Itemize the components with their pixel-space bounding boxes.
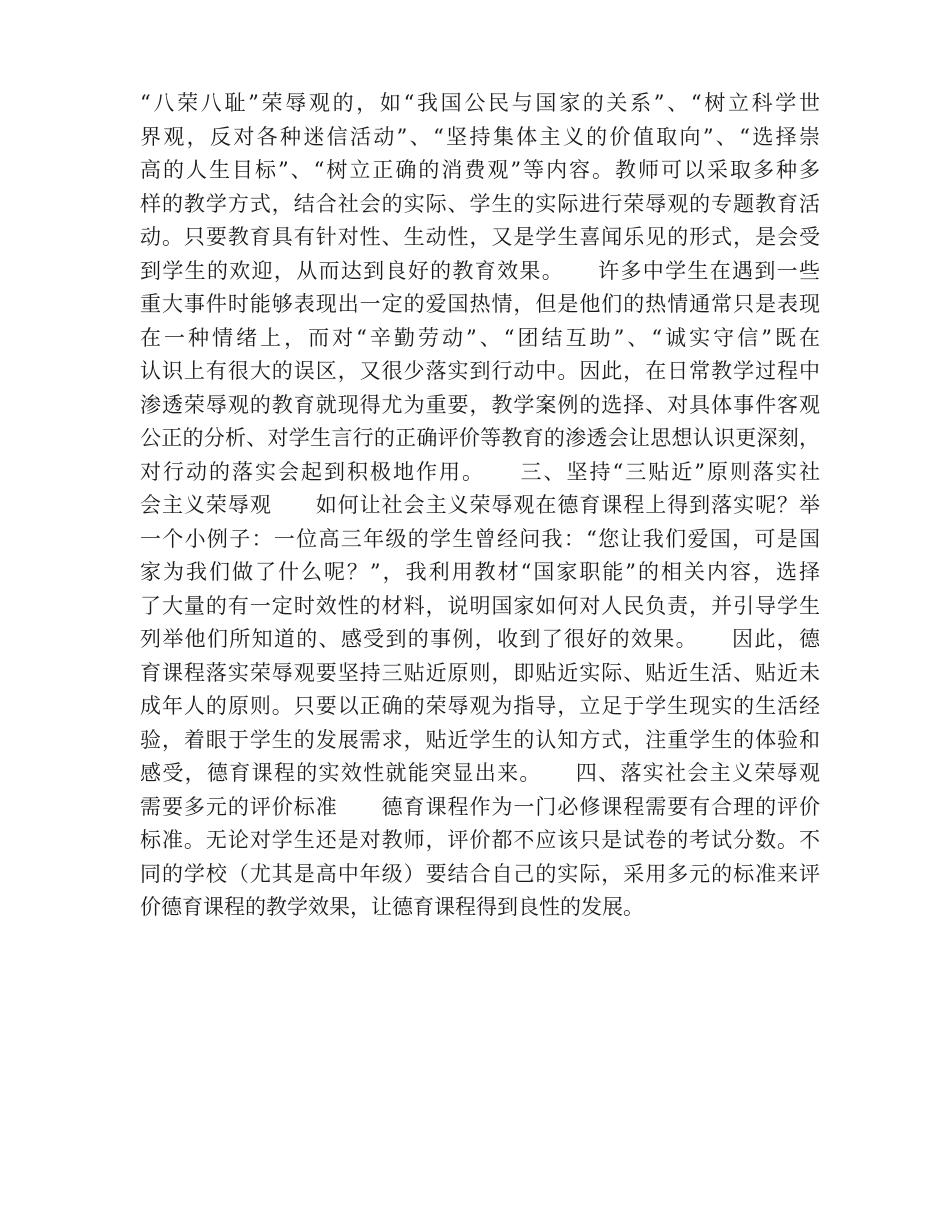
text-line: 育课程落实荣辱观要坚持三贴近原则，即贴近实际、贴近生活、贴近未	[140, 660, 820, 685]
text-line: 价德育课程的教学效果，让德育课程得到良性的发展。	[140, 895, 644, 919]
text-line: 在一种情绪上，而对“辛勤劳动”、“团结互助”、“诚实守信”既在	[140, 325, 820, 350]
text-line: 样的教学方式，结合社会的实际、学生的实际进行荣辱观的专题教育活	[140, 191, 820, 216]
body-text	[140, 87, 820, 925]
text-line: 感受，德育课程的实效性就能突显出来。 四、落实社会主义荣辱观	[140, 761, 820, 785]
text-line: 认识上有很大的误区，又很少落实到行动中。因此，在日常教学过程中	[140, 359, 820, 383]
text-line: “八荣八耻”荣辱观的，如“我国公民与国家的关系”、“树立科学世	[140, 91, 820, 115]
text-line: 列举他们所知道的、感受到的事例，收到了很好的效果。 因此，德	[140, 627, 820, 651]
text-line: 高的人生目标”、“树立正确的消费观”等内容。教师可以采取多种多	[140, 158, 820, 182]
text-line: 家为我们做了什么呢？”，我利用教材“国家职能”的相关内容，选择	[140, 560, 820, 584]
text-line: 了大量的有一定时效性的材料，说明国家如何对人民负责，并引导学生	[140, 593, 820, 618]
text-line: 一个小例子：一位高三年级的学生曾经问我：“您让我们爱国，可是国	[140, 526, 820, 551]
text-line: 同的学校（尤其是高中年级）要结合自己的实际，采用多元的标准来评	[140, 861, 820, 886]
text-line: 到学生的欢迎，从而达到良好的教育效果。 许多中学生在遇到一些	[140, 258, 820, 283]
text-line: 动。只要教育具有针对性、生动性，又是学生喜闻乐见的形式，是会受	[140, 225, 820, 249]
text-line: 需要多元的评价标准 德育课程作为一门必修课程需要有合理的评价	[140, 794, 820, 819]
text-line: 成年人的原则。只要以正确的荣辱观为指导，立足于学生现实的生活经	[140, 694, 820, 718]
text-line: 标准。无论对学生还是对教师，评价都不应该只是试卷的考试分数。不	[140, 828, 820, 852]
text-line: 会主义荣辱观 如何让社会主义荣辱观在德育课程上得到落实呢？举	[140, 493, 820, 517]
text-line: 验，着眼于学生的发展需求，贴近学生的认知方式，注重学生的体验和	[140, 727, 820, 752]
text-line: 公正的分析、对学生言行的正确评价等教育的渗透会让思想认识更深刻，	[140, 426, 820, 450]
text-line: 渗透荣辱观的教育就现得尤为重要，教学案例的选择、对具体事件客观	[140, 392, 820, 417]
text-line: 对行动的落实会起到积极地作用。 三、坚持“三贴近”原则落实社	[140, 459, 820, 484]
text-line: 重大事件时能够表现出一定的爱国热情，但是他们的热情通常只是表现	[140, 292, 820, 316]
text-line: 界观，反对各种迷信活动”、“坚持集体主义的价值取向”、“选择崇	[140, 124, 820, 149]
